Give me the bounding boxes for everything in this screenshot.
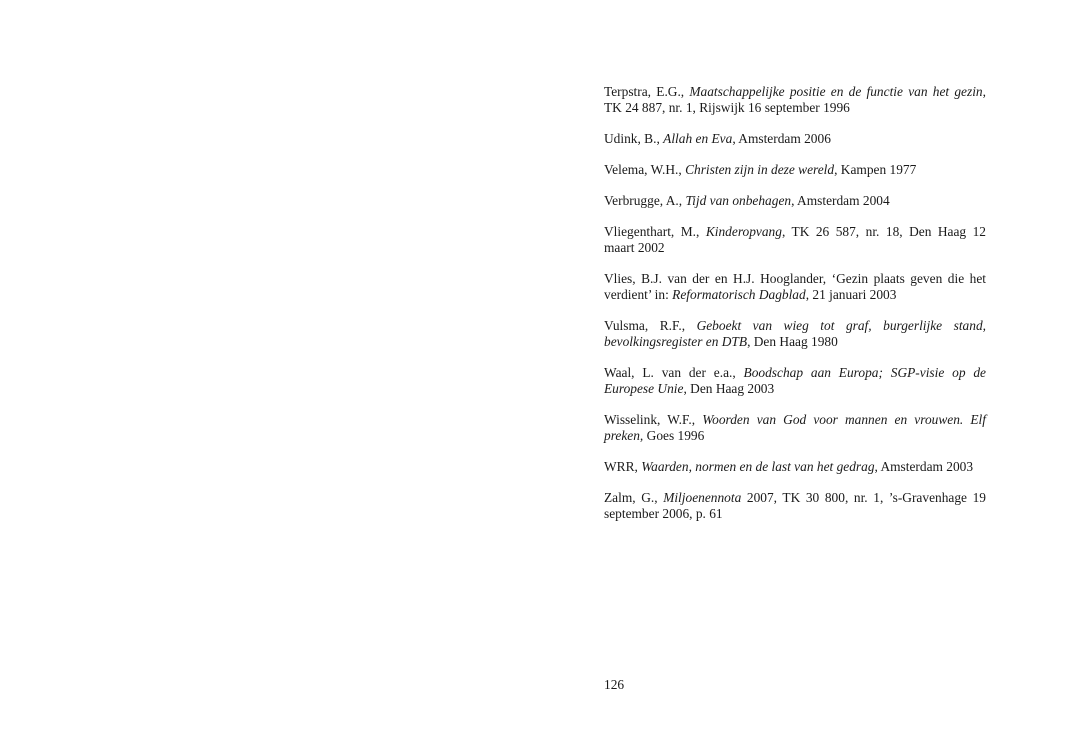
bibliography-entry	[604, 459, 986, 475]
entry-author: Vliegenthart, M.,	[604, 224, 706, 239]
bibliography-entry	[604, 131, 986, 147]
entry-title: Waarden, normen en de last van het gedrag	[641, 459, 875, 474]
entry-details: Goes 1996	[643, 428, 705, 443]
bibliography-entry	[604, 271, 986, 303]
entry-title: Reformatorisch Dagblad	[672, 287, 806, 302]
entry-title: Woorden van God voor mannen en vrouwen. Elf preken,	[604, 412, 986, 443]
entry-title: Boodschap aan Europa; SGP-visie op de Europese Unie	[604, 365, 986, 396]
page-number: 126	[604, 677, 625, 692]
entry-author: Vlies, B.J. van der en H.J. Hooglander, ‘Gezin plaats geven die het verdient’ in:	[604, 271, 986, 302]
bibliography-entry	[604, 162, 986, 178]
entry-details: , Amsterdam 2003	[874, 459, 974, 474]
entry-details: 2007, TK 30 800, nr. 1, ’s-Gravenhage 19 september 2006, p. 61	[604, 490, 986, 521]
entry-details: , Den Haag 1980	[747, 334, 838, 349]
entry-title: Allah en Eva	[663, 131, 733, 146]
entry-details: , Kampen 1977	[834, 162, 917, 177]
entry-details: , Den Haag 2003	[683, 381, 775, 396]
entry-details: , Amsterdam 2006	[732, 131, 831, 146]
entry-details: , TK 26 587, nr. 18, Den Haag 12 maart 2002	[604, 224, 986, 255]
entry-author: Wisselink, W.F.,	[604, 412, 703, 427]
entry-author: Velema, W.H.,	[604, 162, 686, 177]
entry-details: , TK 24 887, nr. 1, Rijswijk 16 september 1996	[604, 84, 986, 115]
entry-title: Kinderopvang	[705, 224, 782, 239]
entry-title: Christen zijn in deze wereld	[685, 162, 835, 177]
bibliography-entry	[604, 490, 986, 522]
entry-title: Geboekt van wieg tot graf, burgerlijke stand, bevolkingsregister en DTB	[604, 318, 986, 349]
entry-title: Maatschappelijke positie en de functie van het gezin	[689, 84, 983, 99]
bibliography-entry	[604, 412, 986, 444]
bibliography-entry	[604, 224, 986, 256]
bibliography-entry	[604, 193, 986, 209]
entry-author: Udink, B.,	[604, 131, 664, 146]
entry-author: Zalm, G.,	[604, 490, 664, 505]
entry-details: , 21 januari 2003	[805, 287, 897, 302]
bibliography-entry	[604, 318, 986, 350]
entry-author: Vulsma, R.F.,	[604, 318, 697, 333]
bibliography-entry	[604, 365, 986, 397]
bibliography-list	[604, 84, 986, 537]
entry-title: Tijd van onbehagen	[685, 193, 792, 208]
entry-author: Waal, L. van der e.a.,	[604, 365, 744, 380]
bibliography-entry	[604, 84, 986, 116]
entry-title: Miljoenennota	[663, 490, 742, 505]
entry-author: WRR,	[604, 459, 642, 474]
entry-author: Verbrugge, A.,	[604, 193, 686, 208]
entry-author: Terpstra, E.G.,	[604, 84, 690, 99]
entry-details: , Amsterdam 2004	[791, 193, 890, 208]
